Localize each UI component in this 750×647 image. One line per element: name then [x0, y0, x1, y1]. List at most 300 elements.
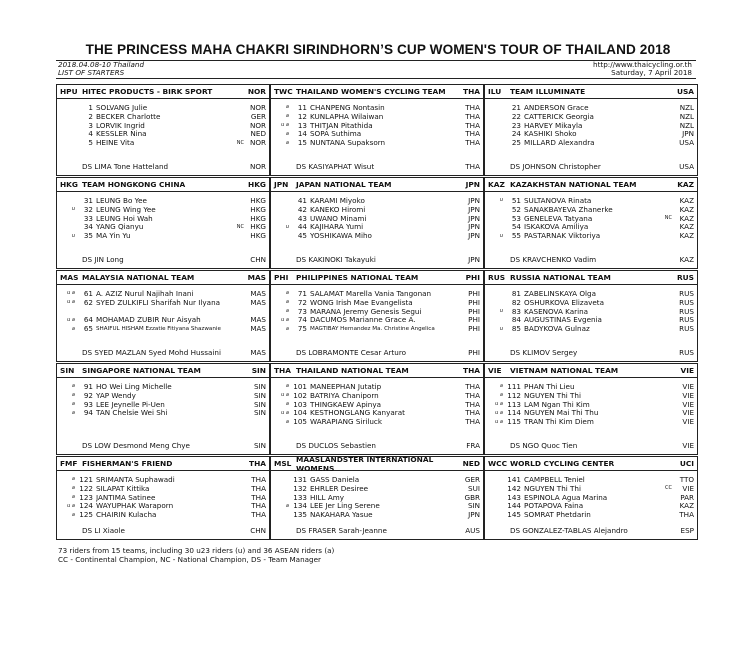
rider-number: 42 [297, 204, 307, 214]
rider-tag: u a [495, 418, 503, 425]
team-name: HITEC PRODUCTS - BIRK SPORT [82, 87, 213, 96]
rider-name: SHAIFUL HISHAM Ezzatie Fitiyana Shazwanie [96, 325, 221, 332]
rider-number: 123 [79, 492, 93, 502]
rider-country: RUS [679, 324, 694, 334]
team-manager-row [485, 255, 697, 264]
rider-name: AUGUSTINAS Evgenia [524, 315, 602, 325]
rider-country: RUS [679, 315, 694, 325]
rider-row [271, 484, 483, 493]
team-header [271, 178, 483, 192]
rider-number: 65 [83, 324, 93, 334]
rider-name: HILL Amy [310, 492, 344, 502]
rider-tag: a [71, 400, 75, 407]
rider-country: THA [465, 138, 480, 148]
rider-name: CATTERICK Georgia [524, 111, 594, 121]
rider-tag: a [499, 383, 503, 390]
rider-row [485, 307, 697, 316]
rider-number: 4 [88, 129, 93, 139]
rider-row [485, 324, 697, 333]
rider-country: THA [679, 510, 694, 520]
rider-name: SALAMAT Marella Vania Tangonan [310, 288, 432, 298]
rider-row [271, 289, 483, 298]
team-code: JPN [274, 180, 289, 189]
rider-number: 125 [79, 510, 93, 520]
rider-row [485, 400, 697, 409]
rider-country: NZL [679, 102, 694, 112]
list-label: LIST OF STARTERS [58, 68, 125, 77]
rider-name: WAYUPHAK Waraporn [96, 501, 174, 511]
rider-row [57, 324, 269, 333]
rider-number: 72 [297, 297, 307, 307]
rider-country: NZL [679, 111, 694, 121]
rider-number: 53 [511, 213, 521, 223]
rider-tag: u [499, 307, 503, 314]
rider-row [485, 391, 697, 400]
rider-row [485, 501, 697, 510]
rider-country: THA [251, 510, 266, 520]
rider-name: JANTIMA Satinee [96, 492, 156, 502]
team-box [56, 456, 270, 540]
rider-row [57, 400, 269, 409]
rider-name: KARAMI Miyoko [310, 195, 365, 205]
rider-name: CAMPBELL Teniel [524, 474, 585, 484]
team-box [270, 456, 484, 540]
rider-tag: a [71, 409, 75, 416]
rider-name: BECKER Charlotte [96, 111, 161, 121]
rider-name: LAM Ngan Thi Kim [524, 399, 590, 409]
rider-name: SOPA Suthima [310, 129, 362, 139]
footer-summary: 73 riders from 15 teams, including 30 u23 riders (u) and 36 ASEAN riders (a) [58, 546, 335, 555]
team-manager-row [485, 526, 697, 535]
rider-row [57, 510, 269, 519]
rider-row [271, 138, 483, 147]
team-name: MAASLANDSTER INTERNATIONAL WOMENS [296, 454, 434, 473]
rider-number: 104 [293, 408, 307, 418]
team-manager-country: SIN [253, 441, 266, 450]
rider-row [271, 501, 483, 510]
rider-row [271, 475, 483, 484]
rider-country: PHI [468, 297, 480, 307]
team-country: USA [676, 87, 694, 96]
rider-row [271, 417, 483, 426]
team-manager-country: PHI [468, 348, 480, 357]
rider-row [271, 400, 483, 409]
team-code: HPU [60, 87, 78, 96]
team-name: TEAM HONGKONG CHINA [82, 180, 186, 189]
rider-name: MANEEPHAN Jutatip [310, 381, 382, 391]
rider-number: 82 [511, 297, 521, 307]
rider-country: PAR [680, 492, 694, 502]
rider-row [485, 484, 697, 493]
rider-row [271, 129, 483, 138]
rider-country: JPN [468, 222, 480, 232]
rider-row [485, 196, 697, 205]
team-manager-country: NOR [249, 162, 266, 171]
rider-name: NUNTANA Supaksorn [310, 138, 386, 148]
team-country: NOR [247, 87, 266, 96]
rider-name: KESTHONGLANG Kanyarat [310, 408, 405, 418]
rider-number: 144 [507, 501, 521, 511]
team-name: THAILAND WOMEN'S CYCLING TEAM [296, 87, 446, 96]
rider-name: ZABELINSKAYA Olga [524, 288, 596, 298]
rider-row [57, 408, 269, 417]
rider-name: KASENOVA Karina [524, 306, 589, 316]
rider-tag: a [285, 104, 289, 111]
team-box [270, 84, 484, 176]
rider-name: ANDERSON Grace [524, 102, 589, 112]
rider-row [271, 121, 483, 130]
team-manager-row [57, 348, 269, 357]
rider-row [271, 214, 483, 223]
rider-list [485, 378, 697, 426]
rider-row [271, 324, 483, 333]
rider-list [57, 192, 269, 240]
team-country: THA [463, 87, 480, 96]
team-name: SINGAPORE NATIONAL TEAM [82, 366, 201, 375]
rider-row [57, 298, 269, 307]
rider-country: JPN [682, 129, 694, 139]
rider-name: SILAPAT Kittika [96, 483, 150, 493]
rider-list [57, 285, 269, 333]
rider-name: SRIMANTA Suphawadi [96, 474, 175, 484]
rider-country: JPN [468, 213, 480, 223]
rider-list [271, 378, 483, 426]
rider-number: 1 [88, 102, 93, 112]
rider-name: NGUYEN Mai Thi Thu [524, 408, 599, 418]
rider-name: THITJAN Pitathida [310, 120, 373, 130]
team-name: KAZAKHSTAN NATIONAL TEAM [510, 180, 637, 189]
rider-country: NOR [249, 120, 266, 130]
rider-number: 94 [83, 408, 93, 418]
rider-row [485, 382, 697, 391]
team-header [485, 364, 697, 378]
team-manager-country: USA [679, 162, 694, 171]
rider-tag: u [71, 232, 75, 239]
team-manager-country: CHN [250, 526, 266, 535]
rider-row [57, 138, 269, 147]
team-code: SIN [60, 366, 75, 375]
rider-row [271, 298, 483, 307]
rider-row [57, 103, 269, 112]
rider-tag: a [285, 418, 289, 425]
rider-tag: a [71, 392, 75, 399]
rider-row [57, 289, 269, 298]
rider-country: NZL [679, 120, 694, 130]
rider-number: 54 [511, 222, 521, 232]
rider-tag: u a [67, 316, 75, 323]
rider-name: ISKAKOVA Amiliya [524, 222, 589, 232]
rider-row [57, 231, 269, 240]
rider-name: NAKAHARA Yasue [310, 510, 373, 520]
rider-number: 2 [88, 111, 93, 121]
rider-tag: a [71, 511, 75, 518]
team-header [485, 178, 697, 192]
rider-name: LEE Jer Ling Serene [310, 501, 380, 511]
rider-country: THA [465, 120, 480, 130]
rider-name: LEUNG Wing Yee [96, 204, 156, 214]
rider-country: JPN [468, 204, 480, 214]
rider-row [485, 231, 697, 240]
rider-country: RUS [679, 297, 694, 307]
team-manager: DS SYED MAZLAN Syed Mohd Hussaini [82, 348, 221, 357]
rider-tag: a [285, 502, 289, 509]
rider-country: HKG [250, 204, 266, 214]
team-name: WORLD CYCLING CENTER [510, 459, 615, 468]
rider-list [57, 99, 269, 147]
rider-number: 81 [511, 288, 521, 298]
team-code: KAZ [488, 180, 505, 189]
rider-tag: a [285, 383, 289, 390]
rider-name: GENELEVA Tatyana [524, 213, 593, 223]
rider-tag: a [71, 476, 75, 483]
rider-row [485, 408, 697, 417]
rider-list [271, 285, 483, 333]
rider-tag: u [285, 223, 289, 230]
rider-country: PHI [468, 324, 480, 334]
rider-country: THA [465, 417, 480, 427]
rider-country: THA [251, 474, 266, 484]
team-manager: DS LOW Desmond Meng Chye [82, 441, 190, 450]
rider-country: THA [465, 102, 480, 112]
rider-country: RUS [679, 306, 694, 316]
team-country: JPN [465, 180, 480, 189]
rider-country: GER [464, 474, 480, 484]
rider-number: 71 [297, 288, 307, 298]
rider-name: KESSLER Nina [96, 129, 147, 139]
rider-name: LORVIK Ingrid [96, 120, 145, 130]
rider-country: JPN [468, 510, 480, 520]
team-name: PHILIPPINES NATIONAL TEAM [296, 273, 419, 282]
rider-name: PHAN Thi Lieu [524, 381, 575, 391]
rider-number: 91 [83, 381, 93, 391]
rider-tag: u a [495, 409, 503, 416]
rider-list [57, 378, 269, 426]
rider-number: 64 [83, 315, 93, 325]
team-manager-country: THA [465, 162, 480, 171]
rider-list [485, 192, 697, 240]
team-manager-country: VIE [682, 441, 694, 450]
team-manager: DS NGO Quoc Tien [510, 441, 578, 450]
rider-name: SULTANOVA Rinata [524, 195, 592, 205]
rider-country: KAZ [679, 501, 694, 511]
rider-number: 131 [293, 474, 307, 484]
rider-number: 5 [88, 138, 93, 148]
rider-name: MA Yin Yu [96, 231, 131, 241]
team-manager: DS KLIMOV Sergey [510, 348, 578, 357]
rider-number: 142 [507, 483, 521, 493]
rider-number: 21 [511, 102, 521, 112]
team-country: MAS [247, 273, 266, 282]
rider-row [271, 231, 483, 240]
team-manager-country: AUS [465, 526, 480, 535]
rider-name: CHANPENG Nontasin [310, 102, 385, 112]
rider-row [271, 315, 483, 324]
rider-tag: a [285, 113, 289, 120]
rider-number: 101 [293, 381, 307, 391]
rider-name: PASTARNAK Viktoriya [524, 231, 601, 241]
rider-country: HKG [250, 195, 266, 205]
rider-country: THA [465, 129, 480, 139]
rider-tag: a [71, 325, 75, 332]
rider-name: YANG Qianyu [96, 222, 144, 232]
rider-row [57, 129, 269, 138]
team-manager: DS JOHNSON Christopher [510, 162, 601, 171]
rider-number: 93 [83, 399, 93, 409]
rider-country: SIN [253, 408, 266, 418]
rider-row [57, 205, 269, 214]
team-code: FMF [60, 459, 78, 468]
team-manager-row [57, 162, 269, 171]
rider-name: SOLVANG Julie [96, 102, 148, 112]
rider-name: MARANA Jeremy Genesis Segui [310, 306, 422, 316]
rider-number: 115 [507, 417, 521, 427]
rider-name: HARVEY Mikayla [524, 120, 583, 130]
rider-number: 112 [507, 390, 521, 400]
rider-row [485, 205, 697, 214]
rider-tag: a [285, 307, 289, 314]
rider-row [271, 382, 483, 391]
rider-number: 74 [297, 315, 307, 325]
rider-country: VIE [682, 399, 694, 409]
rider-row [57, 315, 269, 324]
team-box [484, 270, 698, 362]
rider-name: SOMRAT Phetdarin [524, 510, 591, 520]
rider-name: POTAPOVA Faina [524, 501, 584, 511]
rider-country: JPN [468, 231, 480, 241]
rider-number: 141 [507, 474, 521, 484]
rider-number: 11 [297, 102, 307, 112]
rider-number: 34 [83, 222, 93, 232]
rider-row [271, 493, 483, 502]
team-manager: DS GONZALEZ-TABLAS Alejandro [510, 526, 628, 535]
rider-number: 14 [297, 129, 307, 139]
rider-number: 75 [297, 324, 307, 334]
rider-tag: a [285, 400, 289, 407]
rider-name: MOHAMAD ZUBIR Nur Aisyah [96, 315, 201, 325]
rider-row [271, 391, 483, 400]
rider-tag: a [285, 130, 289, 137]
rider-country: THA [465, 381, 480, 391]
rider-tag: u a [281, 316, 289, 323]
rider-number: 145 [507, 510, 521, 520]
rider-number: 3 [88, 120, 93, 130]
rider-list [57, 471, 269, 519]
rider-name: SANAKBAYEVA Zhanerke [524, 204, 613, 214]
rider-row [485, 121, 697, 130]
rider-row [57, 196, 269, 205]
team-code: VIE [488, 366, 502, 375]
team-box [56, 363, 270, 455]
team-header [57, 457, 269, 471]
team-country: THA [463, 366, 480, 375]
team-box [270, 363, 484, 455]
team-box [56, 84, 270, 176]
rider-country: GBR [464, 492, 480, 502]
team-manager: DS LOBRAMONTE Cesar Arturo [296, 348, 407, 357]
rider-row [271, 510, 483, 519]
team-manager-country: FRA [466, 441, 480, 450]
team-name: JAPAN NATIONAL TEAM [296, 180, 392, 189]
team-country: VIE [680, 366, 694, 375]
rider-tag: a [285, 299, 289, 306]
rider-country: USA [679, 138, 694, 148]
rider-row [57, 112, 269, 121]
team-header [485, 271, 697, 285]
rider-number: 92 [83, 390, 93, 400]
rider-number: 73 [297, 306, 307, 316]
rider-name: UWANO Minami [310, 213, 367, 223]
rider-name: KASHIKI Shoko [524, 129, 577, 139]
rider-number: 55 [511, 231, 521, 241]
rider-number: 102 [293, 390, 307, 400]
rider-tag: u a [67, 502, 75, 509]
rider-country: NOR [249, 138, 266, 148]
rider-tag: a [71, 383, 75, 390]
rider-name: HEINE Vita [96, 138, 135, 148]
team-name: THAILAND NATIONAL TEAM [296, 366, 409, 375]
rider-row [485, 510, 697, 519]
rider-tag: u a [67, 299, 75, 306]
rider-row [57, 417, 269, 426]
team-name: FISHERMAN'S FRIEND [82, 459, 173, 468]
team-header [271, 271, 483, 285]
team-code: HKG [60, 180, 78, 189]
rider-tag: a [499, 392, 503, 399]
team-header [485, 457, 697, 471]
rider-list [485, 99, 697, 147]
rider-number: 45 [297, 231, 307, 241]
header-rule-top [56, 60, 696, 61]
rider-country: PHI [468, 315, 480, 325]
rider-country: KAZ [679, 231, 694, 241]
team-header [57, 364, 269, 378]
rider-country: SIN [253, 390, 266, 400]
rider-number: 43 [297, 213, 307, 223]
team-manager-country: CHN [250, 255, 266, 264]
rider-name: THINGKAEW Apinya [310, 399, 381, 409]
team-header [57, 271, 269, 285]
rider-country: SIN [253, 399, 266, 409]
rider-number: 25 [511, 138, 521, 148]
rider-number: 105 [293, 417, 307, 427]
rider-name: LEUNG Hoi Wah [96, 213, 153, 223]
rider-name: A. AZIZ Nurul Najihah Inani [96, 288, 194, 298]
rider-name: SYED ZULKIFLI Sharifah Nur Ilyana [96, 297, 221, 307]
team-code: MSL [274, 459, 292, 468]
rider-number: 32 [83, 204, 93, 214]
rider-number: 84 [511, 315, 521, 325]
team-box [484, 177, 698, 269]
rider-number: 135 [293, 510, 307, 520]
team-name: RUSSIA NATIONAL TEAM [510, 273, 611, 282]
rider-number: 134 [293, 501, 307, 511]
rider-country: KAZ [679, 195, 694, 205]
rider-row [57, 475, 269, 484]
rider-tag: u [499, 232, 503, 239]
rider-country: SUI [468, 483, 480, 493]
rider-list [485, 285, 697, 333]
rider-row [57, 307, 269, 316]
rider-number: 62 [83, 297, 93, 307]
team-manager-row [485, 441, 697, 450]
rider-name: GASS Daniela [310, 474, 360, 484]
team-manager-row [485, 162, 697, 171]
rider-country: MAS [250, 288, 266, 298]
rider-number: 35 [83, 231, 93, 241]
rider-row [485, 289, 697, 298]
team-header [271, 454, 483, 473]
rider-country: VIE [682, 390, 694, 400]
